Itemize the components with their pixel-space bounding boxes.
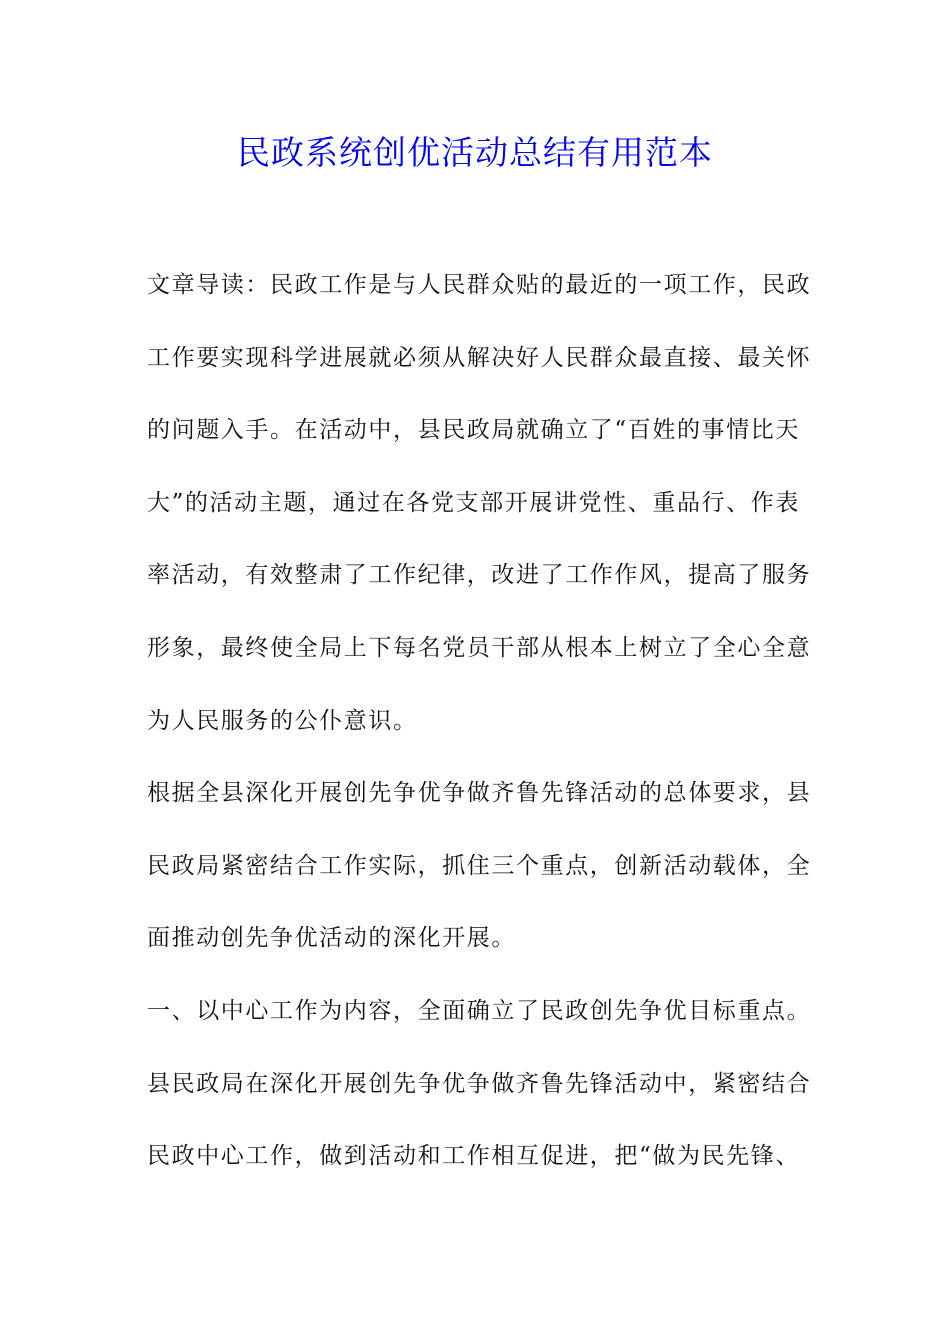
paragraph-requirements: [147, 766, 812, 984]
text-line: 民政中心工作，做到活动和工作相互促进，把“做为民先锋、: [147, 1143, 800, 1170]
text-line: 大”的活动主题，通过在各党支部开展讲党性、重品行、作表: [147, 489, 800, 516]
document-title: 民政系统创优活动总结有用范本: [237, 133, 713, 172]
text-line: 文章导读：民政工作是与人民群众贴的最近的一项工作，民政: [147, 272, 812, 298]
text-line: 的问题入手。在活动中，县民政局就确立了“百姓的事情比天: [147, 417, 800, 444]
text-line: 率活动，有效整肃了工作纪律，改进了工作作风，提高了服务: [147, 562, 812, 589]
text-line: 面推动创先争优活动的深化开展。: [147, 925, 516, 952]
document-body: [147, 258, 812, 1202]
text-line: 县民政局在深化开展创先争优争做齐鲁先锋活动中，紧密结合: [147, 1070, 812, 1097]
text-line: 工作要实现科学进展就必须从解决好人民群众最直接、最关怀: [147, 344, 812, 371]
text-line: 为人民服务的公仆意识。: [147, 707, 418, 734]
text-line: 一、以中心工作为内容，全面确立了民政创先争优目标重点。: [147, 997, 812, 1024]
text-line: 民政局紧密结合工作实际，抓住三个重点，创新活动载体，全: [147, 852, 812, 879]
paragraph-section-one: [147, 1057, 812, 1202]
text-line: 形象，最终使全局上下每名党员干部从根本上树立了全心全意: [147, 634, 812, 661]
section-heading-one: [147, 984, 812, 1057]
text-line: 根据全县深化开展创先争优争做齐鲁先锋活动的总体要求，县: [147, 780, 812, 807]
paragraph-intro: [147, 258, 812, 766]
